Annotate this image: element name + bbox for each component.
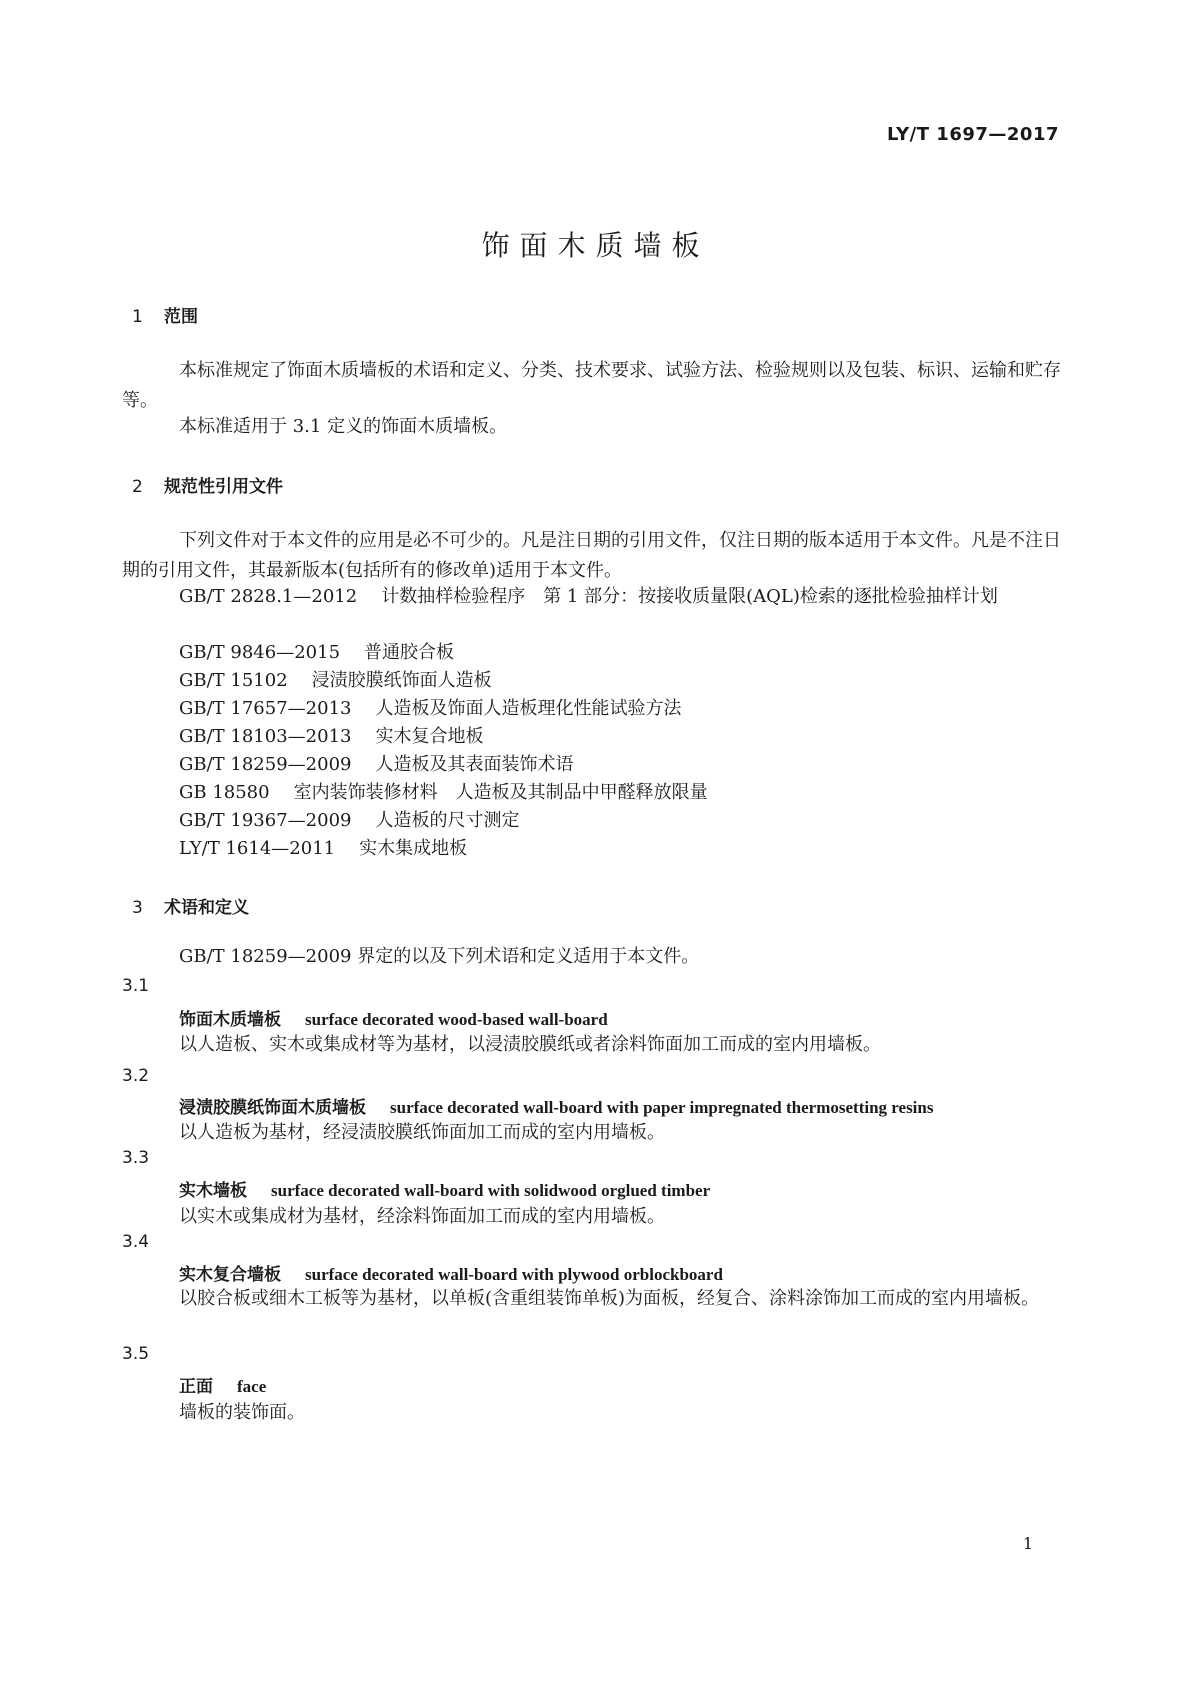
reference-code: GB/T 19367—2009	[179, 810, 352, 831]
reference-item	[179, 778, 708, 808]
reference-item	[179, 834, 467, 864]
section-number: 3	[132, 898, 143, 918]
term-number: 3.4	[122, 1232, 150, 1252]
reference-item	[179, 694, 681, 724]
references-intro: 下列文件对于本文件的应用是必不可少的。凡是注日期的引用文件，仅注日期的版本适用于本文件。凡是不注日期的引用文件，其最新版本(包括所有的修改单)适用于本文件。	[122, 530, 1061, 581]
term-number: 3.3	[122, 1148, 150, 1168]
term-en: surface decorated wood-based wall-board	[305, 1010, 608, 1029]
reference-item	[179, 666, 492, 696]
reference-item	[179, 750, 573, 780]
reference-title: 实木集成地板	[359, 838, 468, 859]
term-en: surface decorated wall-board with plywood orblockboard	[305, 1265, 723, 1284]
reference-title: 浸渍胶膜纸饰面人造板	[311, 670, 492, 691]
section-heading-scope	[132, 302, 198, 327]
reference-item	[179, 722, 483, 752]
page-number: 1	[1022, 1534, 1033, 1553]
reference-code: GB 18580	[179, 782, 270, 803]
reference-title: 人造板及饰面人造板理化性能试验方法	[375, 698, 682, 719]
term-number: 3.1	[122, 976, 150, 996]
reference-item	[122, 582, 1070, 612]
reference-title: 人造板的尺寸测定	[375, 810, 520, 831]
reference-title: 普通胶合板	[364, 642, 455, 663]
reference-code: GB/T 15102	[179, 670, 288, 691]
reference-title: 室内装饰装修材料 人造板及其制品中甲醛释放限量	[293, 782, 708, 803]
term-zh: 浸渍胶膜纸饰面木质墙板	[179, 1098, 366, 1118]
section-title: 术语和定义	[164, 898, 249, 918]
term-definition: 墙板的装饰面。	[179, 1402, 305, 1423]
term-heading	[179, 1005, 608, 1030]
term-number: 3.5	[122, 1344, 150, 1364]
term-zh: 实木墙板	[179, 1181, 247, 1201]
section-title: 范围	[164, 307, 198, 327]
term-definition: 以实木或集成材为基材，经涂料饰面加工而成的室内用墙板。	[179, 1206, 665, 1227]
term-heading	[179, 1093, 933, 1118]
reference-title: 实木复合地板	[375, 726, 484, 747]
reference-code: GB/T 18103—2013	[179, 726, 352, 747]
reference-item	[179, 806, 519, 836]
reference-item	[179, 638, 454, 668]
term-heading	[179, 1372, 266, 1397]
reference-code: LY/T 1614—2011	[179, 838, 336, 859]
document-code: LY/T 1697—2017	[886, 124, 1059, 145]
term-zh: 正面	[179, 1377, 213, 1397]
term-number: 3.2	[122, 1066, 150, 1086]
section-title: 规范性引用文件	[164, 477, 283, 497]
section-heading-references	[132, 472, 283, 497]
terms-intro: GB/T 18259—2009 界定的以及下列术语和定义适用于本文件。	[179, 946, 700, 967]
term-definition: 以人造板为基材，经浸渍胶膜纸饰面加工而成的室内用墙板。	[179, 1122, 665, 1143]
term-definition: 以胶合板或细木工板等为基材，以单板(含重组装饰单板)为面板，经复合、涂料涂饰加工而成的室内用墙板。	[179, 1288, 1040, 1309]
reference-title: 人造板及其表面装饰术语	[375, 754, 574, 775]
term-en: face	[237, 1377, 267, 1396]
reference-code: GB/T 9846—2015	[179, 642, 341, 663]
document-title: 饰面木质墙板	[481, 229, 710, 262]
term-heading	[179, 1176, 710, 1201]
reference-code: GB/T 18259—2009	[179, 754, 352, 775]
reference-code: GB/T 17657—2013	[179, 698, 352, 719]
scope-paragraph-2: 本标准适用于 3.1 定义的饰面木质墙板。	[179, 416, 508, 437]
term-zh: 饰面木质墙板	[179, 1010, 281, 1030]
term-en: surface decorated wall-board with solidwood orglued timber	[271, 1181, 711, 1200]
scope-paragraph-1: 本标准规定了饰面木质墙板的术语和定义、分类、技术要求、试验方法、检验规则以及包装、标识、运输和贮存等。	[122, 360, 1061, 411]
term-zh: 实木复合墙板	[179, 1265, 281, 1285]
reference-title: 计数抽样检验程序 第 1 部分：按接收质量限(AQL)检索的逐批检验抽样计划	[381, 586, 998, 607]
section-number: 1	[132, 307, 143, 327]
reference-code: GB/T 2828.1—2012	[179, 586, 358, 607]
section-heading-terms	[132, 893, 249, 918]
section-number: 2	[132, 477, 143, 497]
term-heading	[179, 1260, 723, 1285]
term-definition: 以人造板、实木或集成材等为基材，以浸渍胶膜纸或者涂料饰面加工而成的室内用墙板。	[179, 1034, 881, 1055]
term-en: surface decorated wall-board with paper impregnated thermosetting resins	[390, 1098, 934, 1117]
